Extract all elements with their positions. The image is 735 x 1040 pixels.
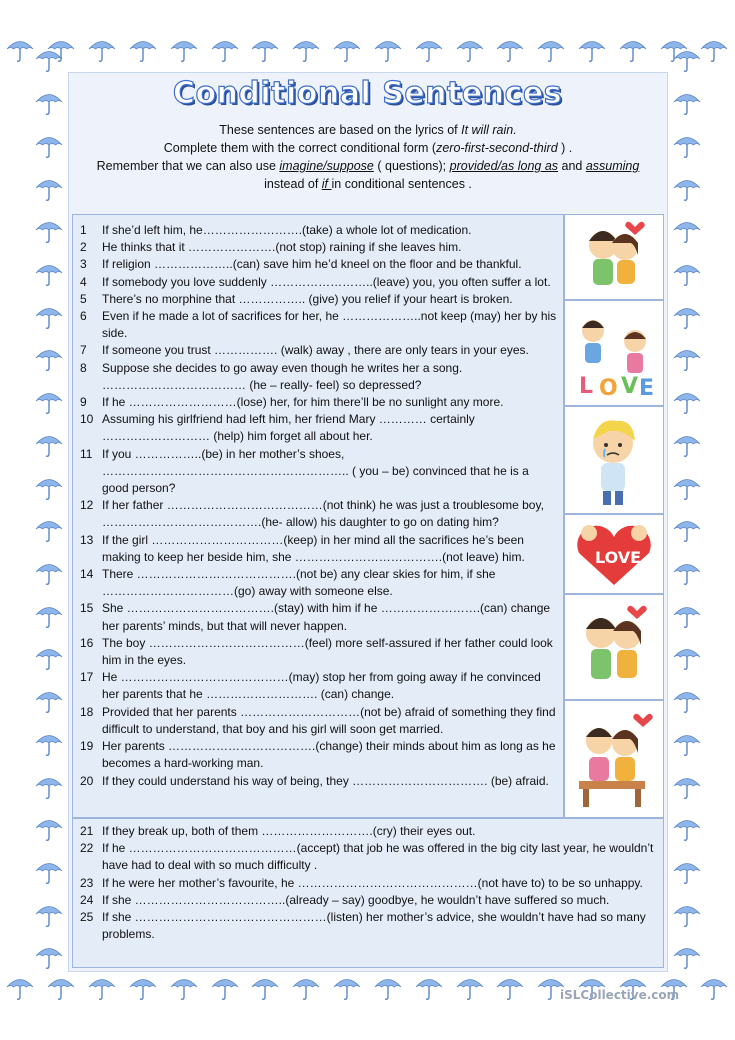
umbrella-icon	[291, 972, 321, 1002]
exercise-item	[80, 875, 658, 892]
umbrella-icon	[87, 972, 117, 1002]
song-title: It will rain.	[461, 123, 517, 137]
exercise-text: Provided that her parents …………………………(not be) afraid of something they find difficult to understand, that boy and his girl will soon get married.	[102, 704, 556, 736]
umbrella-icon	[34, 343, 64, 373]
exercise-item	[80, 840, 658, 874]
couple-bench-icon	[564, 700, 664, 818]
umbrella-icon	[414, 34, 444, 64]
exercise-number: 8	[80, 360, 87, 375]
exercise-number: 18	[80, 704, 94, 719]
exercise-number: 22	[80, 841, 94, 856]
umbrella-icon	[34, 386, 64, 416]
umbrella-icon	[34, 173, 64, 203]
exercise-text: If he were her mother’s favourite, he ………………………………………(not have to) to be so unhappy.	[102, 875, 643, 890]
umbrella-icon	[414, 972, 444, 1002]
exercise-number: 14	[80, 567, 94, 582]
exercise-item	[80, 239, 558, 256]
exercise-list-bottom	[80, 823, 658, 943]
exercise-item	[80, 291, 558, 308]
exercise-number: 21	[80, 824, 94, 838]
umbrella-icon	[34, 771, 64, 801]
exercise-number: 15	[80, 601, 94, 616]
exercise-text: If religion ………………..(can) save him he’d kneel on the floor and be thankful.	[102, 257, 522, 272]
svg-text:L: L	[579, 374, 594, 399]
exercise-item	[80, 360, 558, 394]
exercise-item	[80, 497, 558, 531]
umbrella-icon	[34, 600, 64, 630]
conditional-forms: zero-first-second-third	[436, 141, 558, 155]
svg-text:V: V	[621, 374, 639, 399]
intro-text: instead of	[264, 177, 322, 191]
umbrella-icon	[34, 44, 64, 74]
umbrella-icon	[672, 941, 702, 971]
exercise-number: 24	[80, 892, 94, 907]
exercise-number: 1	[80, 223, 87, 237]
keyword-assuming: assuming	[585, 159, 640, 173]
exercise-text: She ……………………………….(stay) with him if he …………………….(can) change her parents’ minds, but that will never happen.	[102, 601, 551, 633]
svg-text:O: O	[599, 376, 618, 401]
umbrella-icon	[169, 972, 199, 1002]
exercise-text: If you ……………..(be) in her mother’s shoes, …………………………………………………….. ( you – be) convinced that he is a good person?	[102, 446, 529, 496]
watermark: iSLCollective.com	[560, 988, 680, 1002]
umbrella-icon	[577, 34, 607, 64]
umbrella-icon	[34, 685, 64, 715]
exercise-item	[80, 738, 558, 772]
umbrella-icon	[169, 34, 199, 64]
exercise-item	[80, 600, 558, 634]
exercise-number: 7	[80, 343, 87, 358]
exercise-number: 25	[80, 910, 94, 925]
exercise-number: 11	[80, 446, 93, 461]
intro-text: Remember that we can also use	[96, 159, 280, 173]
exercise-number: 17	[80, 670, 94, 685]
umbrella-icon	[455, 34, 485, 64]
umbrella-icon	[672, 728, 702, 758]
exercise-text: If she’d left him, he…………………….(take) a whole lot of medication.	[102, 223, 472, 237]
umbrella-icon	[332, 972, 362, 1002]
umbrella-icon	[536, 34, 566, 64]
exercise-item	[80, 704, 558, 738]
umbrella-icon	[373, 972, 403, 1002]
keyword-if: if	[321, 177, 332, 191]
exercise-text: He ……………………………………(may) stop her from going away if he convinced her parents that he ………………………. (can) change.	[102, 670, 541, 702]
exercise-number: 3	[80, 257, 87, 272]
umbrella-icon	[672, 514, 702, 544]
instructions	[78, 121, 658, 193]
exercise-text: If they break up, both of them ……………………….(cry) their eyes out.	[102, 824, 476, 838]
umbrella-icon	[672, 429, 702, 459]
umbrella-icon	[672, 685, 702, 715]
umbrella-icon	[128, 34, 158, 64]
umbrella-icon	[34, 429, 64, 459]
umbrella-icon	[672, 258, 702, 288]
exercise-item	[80, 909, 658, 943]
exercise-text: If they could understand his way of being, they ……………………………. (be) afraid.	[102, 773, 549, 788]
umbrella-icon	[672, 472, 702, 502]
exercise-item	[80, 566, 558, 600]
umbrella-icon	[672, 343, 702, 373]
umbrella-icon	[672, 386, 702, 416]
crying-boy-icon	[564, 406, 664, 514]
exercise-number: 13	[80, 532, 94, 547]
intro-text: and	[558, 159, 586, 173]
exercise-item	[80, 222, 558, 239]
umbrella-icon	[34, 472, 64, 502]
umbrella-icon	[291, 34, 321, 64]
exercise-number: 5	[80, 291, 87, 306]
umbrella-icon	[128, 972, 158, 1002]
exercise-item	[80, 394, 558, 411]
umbrella-icon	[672, 215, 702, 245]
exercise-number: 23	[80, 875, 94, 890]
exercise-text: Her parents ……………………………….(change) their minds about him as long as he becomes a hard-working man.	[102, 739, 556, 771]
exercise-text: Suppose she decides to go away even though he writes her a song. ……………………………… (he – really- feel) so depressed?	[102, 360, 463, 392]
umbrella-icon	[672, 642, 702, 672]
exercise-item	[80, 669, 558, 703]
exercise-item	[80, 892, 658, 909]
couple-icon	[564, 594, 664, 700]
exercise-number: 6	[80, 309, 87, 324]
svg-text:E: E	[639, 376, 655, 401]
umbrella-icon	[34, 899, 64, 929]
exercise-text: If somebody you love suddenly ……………………..(leave) you, you often suffer a lot.	[102, 274, 551, 289]
exercise-text: If she …………………………………………(listen) her mother’s advice, she wouldn’t have had so many problems.	[102, 910, 646, 942]
umbrella-icon	[332, 34, 362, 64]
exercise-item	[80, 823, 658, 840]
umbrella-icon	[672, 813, 702, 843]
exercise-text: There’s no morphine that …………….. (give) you relief if your heart is broken.	[102, 291, 513, 306]
love-heart-icon	[564, 514, 664, 594]
exercise-text: If the girl ……………………………(keep) in her mind all the sacrifices he’s been making to keep her beside him, she ……………………………….(not leave) him.	[102, 532, 525, 564]
umbrella-icon	[250, 972, 280, 1002]
exercise-item	[80, 635, 558, 669]
umbrella-icon	[210, 34, 240, 64]
exercise-number: 16	[80, 635, 94, 650]
exercise-text: Assuming his girlfriend had left him, her friend Mary ………… certainly ……………………… (help) him forget all about her.	[102, 412, 475, 444]
umbrella-icon	[373, 34, 403, 64]
exercise-text: If he ……………………………………(accept) that job he was offered in the big city last year, he wouldn’t have had to deal with so much difficulty .	[102, 841, 654, 873]
umbrella-icon	[34, 215, 64, 245]
umbrella-icon	[34, 813, 64, 843]
exercise-text: If someone you trust ……………. (walk) away , there are only tears in your eyes.	[102, 343, 529, 358]
umbrella-icon	[672, 899, 702, 929]
exercise-number: 9	[80, 395, 87, 410]
umbrella-icon	[672, 130, 702, 160]
umbrella-icon	[34, 557, 64, 587]
exercise-number: 12	[80, 498, 94, 513]
umbrella-icon	[672, 600, 702, 630]
intro-text: These sentences are based on the lyrics of	[219, 123, 462, 137]
intro-text: ( questions);	[373, 159, 450, 173]
umbrella-icon	[495, 34, 525, 64]
umbrella-icon	[672, 301, 702, 331]
exercise-number: 10	[80, 412, 94, 427]
umbrella-icon	[672, 44, 702, 74]
umbrella-icon	[250, 34, 280, 64]
exercise-item	[80, 411, 558, 445]
exercise-item	[80, 274, 558, 291]
svg-text:LOVE: LOVE	[595, 548, 642, 567]
umbrella-icon	[672, 87, 702, 117]
exercise-list-top	[80, 222, 558, 790]
umbrella-icon	[672, 557, 702, 587]
exercise-number: 2	[80, 240, 87, 255]
intro-text: in conditional sentences .	[331, 177, 472, 191]
exercise-number: 20	[80, 773, 94, 788]
umbrella-icon	[5, 972, 35, 1002]
umbrella-icon	[34, 856, 64, 886]
umbrella-icon	[618, 34, 648, 64]
umbrella-icon	[34, 642, 64, 672]
intro-text: Complete them with the correct conditional form (	[163, 141, 437, 155]
umbrella-icon	[34, 514, 64, 544]
umbrella-icon	[672, 771, 702, 801]
exercise-text: If she ………………………………..(already – say) goodbye, he wouldn’t have suffered so much.	[102, 892, 610, 907]
umbrella-icon	[34, 87, 64, 117]
love-letters-icon	[564, 300, 664, 406]
keyword-imagine: imagine/suppose	[279, 159, 374, 173]
umbrella-icon	[34, 941, 64, 971]
umbrella-icon	[87, 34, 117, 64]
umbrella-icon	[34, 301, 64, 331]
umbrella-icon	[34, 130, 64, 160]
page-title: Conditional Sentences	[172, 76, 563, 111]
umbrella-icon	[495, 972, 525, 1002]
border-right	[670, 38, 704, 978]
exercise-item	[80, 308, 558, 342]
umbrella-icon	[34, 728, 64, 758]
couple-icon	[564, 214, 664, 300]
umbrella-icon	[672, 173, 702, 203]
border-top	[0, 34, 735, 70]
intro-text: ) .	[557, 141, 573, 155]
exercise-text: The boy …………………………………(feel) more self-assured if her father could look him in the eyes.	[102, 635, 553, 668]
exercise-item	[80, 773, 558, 790]
keyword-provided: provided/as long as	[449, 159, 559, 173]
border-left	[32, 38, 66, 978]
exercise-text: He thinks that it ………………….(not stop) raining if she leaves him.	[102, 240, 462, 255]
exercise-number: 19	[80, 739, 94, 754]
umbrella-icon	[455, 972, 485, 1002]
exercise-text: There ………………………………….(not be) any clear skies for him, if she ……………………………(go) away with someone else.	[102, 567, 496, 599]
exercise-number: 4	[80, 274, 87, 289]
umbrella-icon	[210, 972, 240, 1002]
exercise-text: If her father …………………………………(not think) he was just a troublesome boy, ………………………………….(he- allow) his daughter to go on dating him?	[102, 498, 544, 530]
exercise-item	[80, 342, 558, 359]
exercise-text: If he ………………………(lose) her, for him there’ll be no sunlight any more.	[102, 395, 504, 410]
exercise-item	[80, 532, 558, 566]
umbrella-icon	[34, 258, 64, 288]
exercise-text: Even if he made a lot of sacrifices for her, he ………………..not keep (may) her by his side.	[102, 309, 557, 341]
exercise-item	[80, 256, 558, 273]
umbrella-icon	[672, 856, 702, 886]
exercise-item	[80, 446, 558, 498]
umbrella-icon	[5, 34, 35, 64]
